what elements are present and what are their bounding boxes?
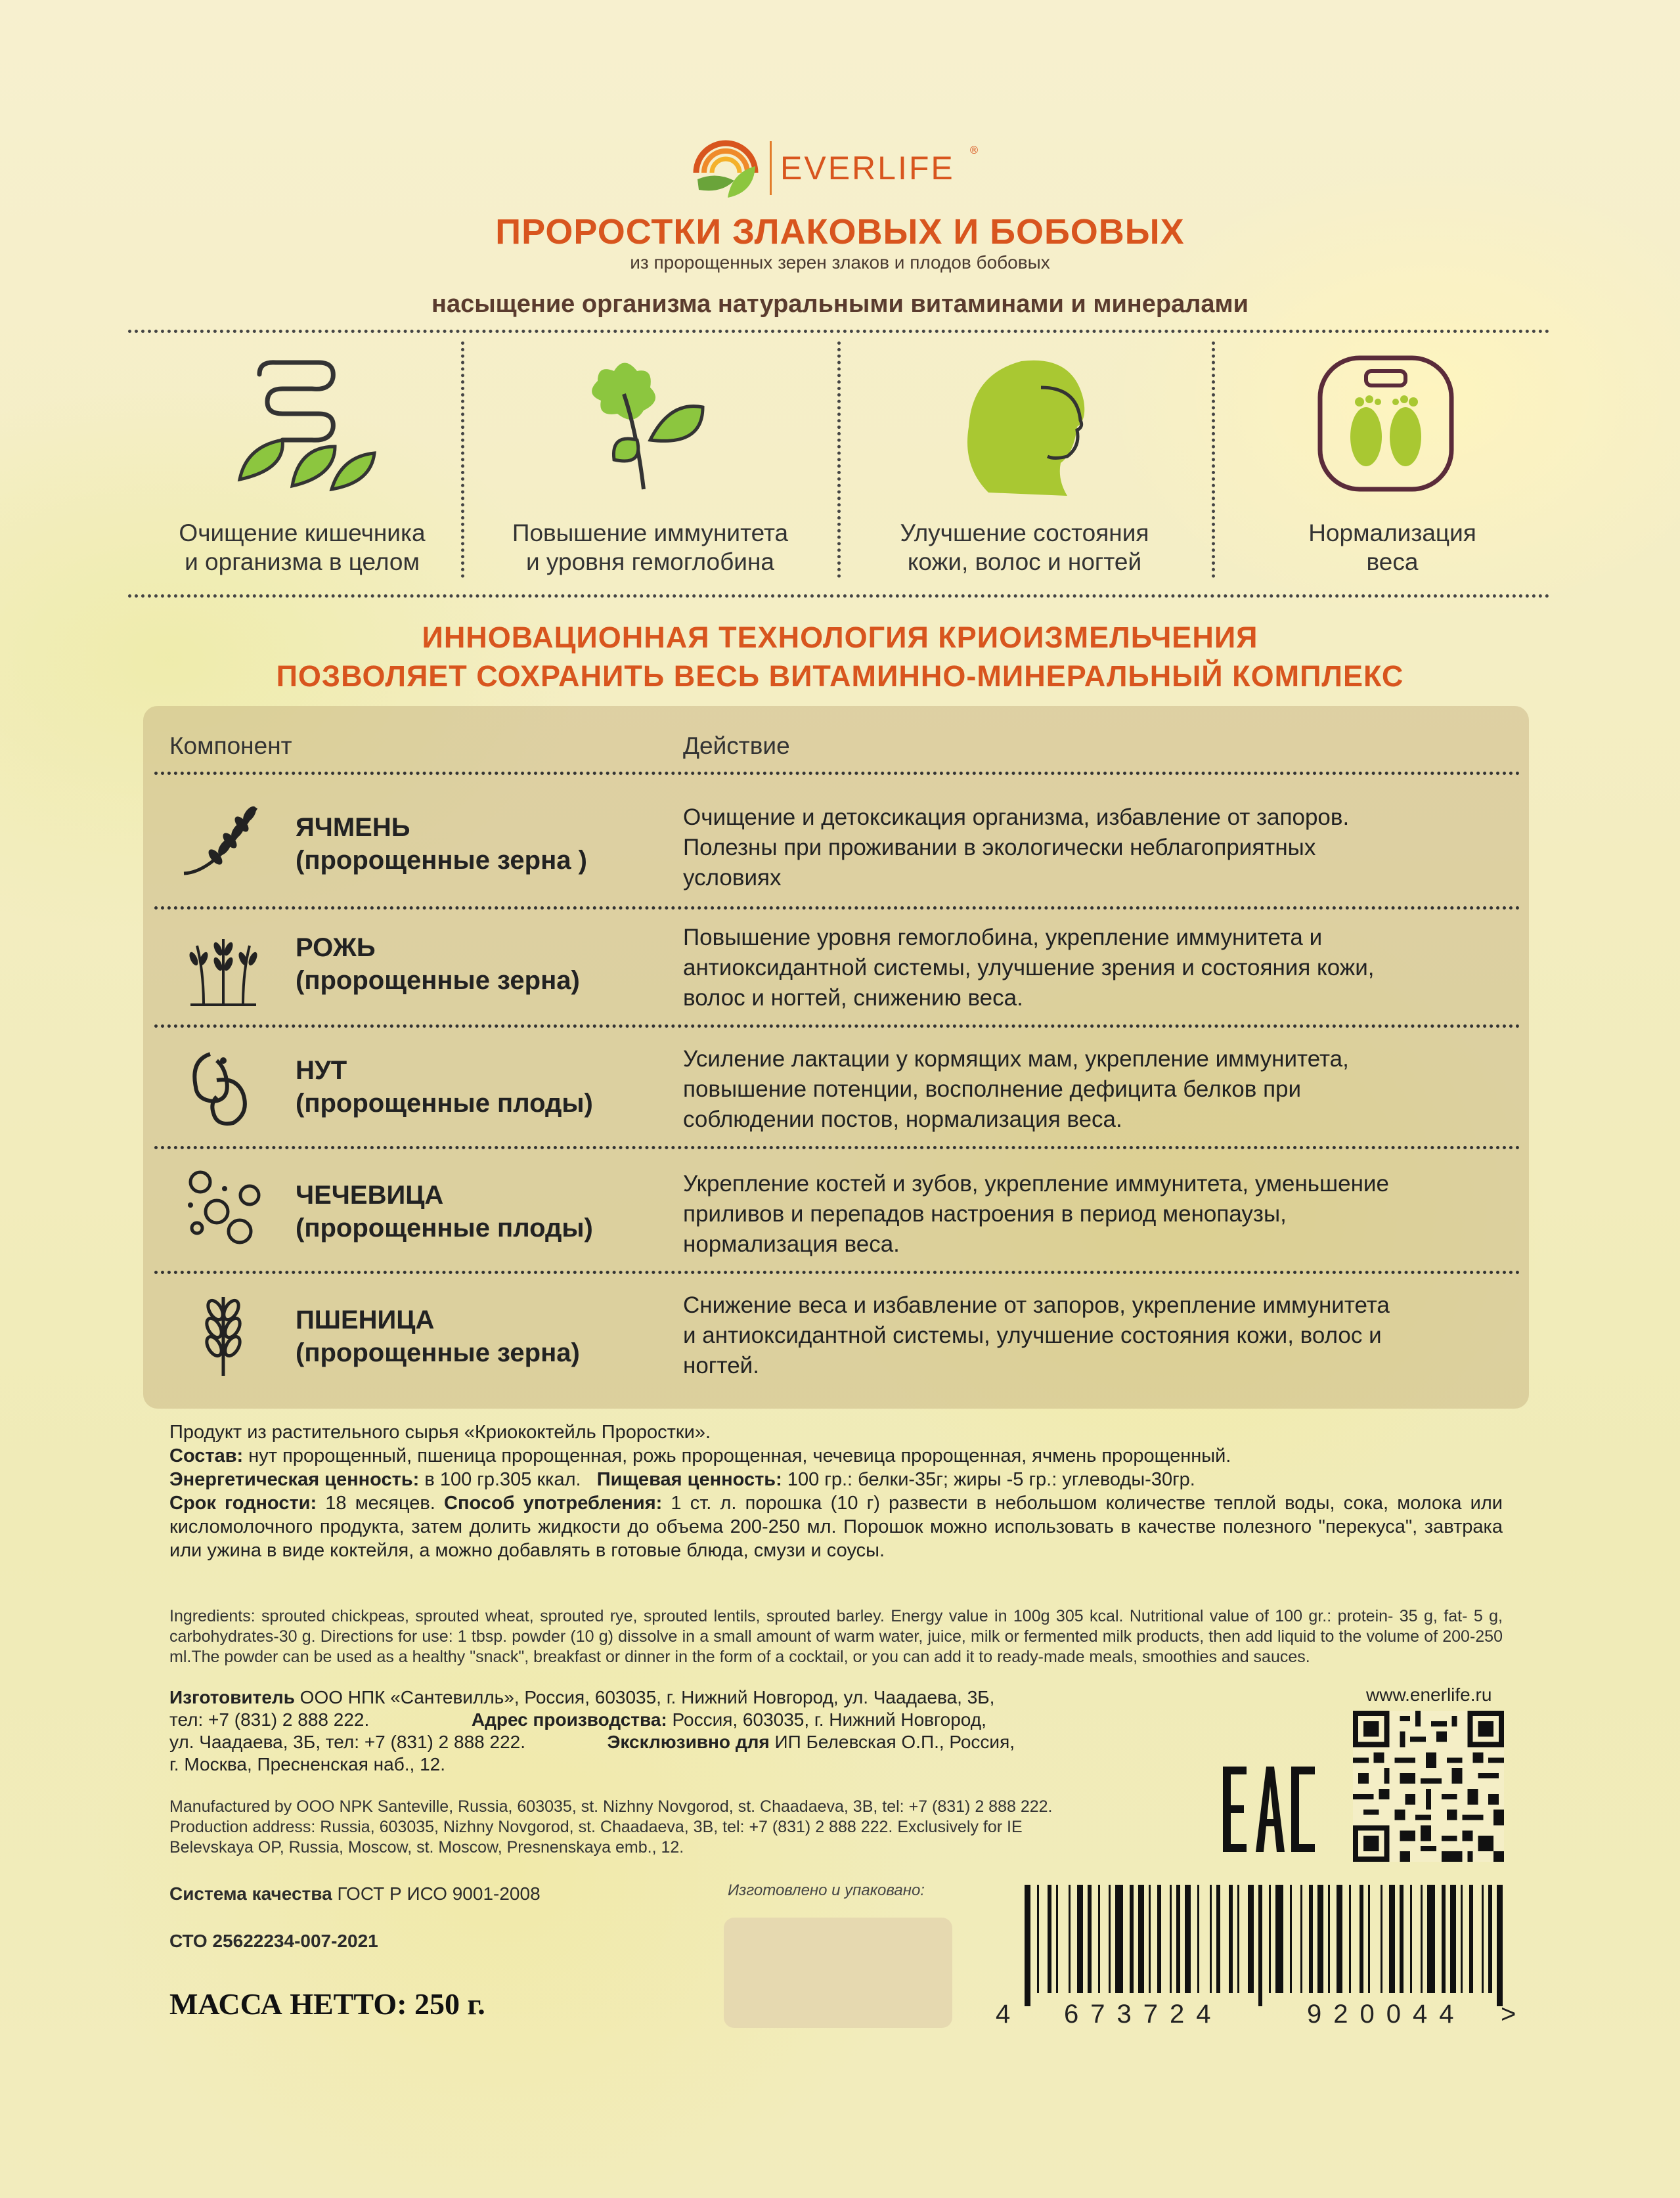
- address-text: Россия, 603035, г. Нижний Новгород,: [667, 1709, 986, 1730]
- action-row-5: [683, 1290, 1484, 1381]
- manufacturer-info: [169, 1686, 1181, 1776]
- energy-text: в 100 гр.305 ккал.: [419, 1469, 581, 1490]
- barley-icon: [177, 795, 269, 887]
- manufacturer-en-line1: Manufactured by OOO NPK Santeville, Russia, 603035, st. Nizhny Novgorod, st. Chaadaeva, 3B, tel: +7 (831) 2 888 222.: [169, 1797, 1053, 1816]
- brand-name: EVERLIFE: [780, 150, 955, 187]
- benefit-3: [847, 519, 1202, 577]
- product-description: Продукт из растительного сырья «Криококтейль Проростки».: [169, 1422, 711, 1443]
- manufacturer-en-line3: Belevskaya OP, Russia, Moscow, st. Moscow, Presnenskaya emb., 12.: [169, 1838, 684, 1857]
- component-note: (пророщенные зерна): [296, 966, 580, 995]
- quality-text: ГОСТ Р ИСО 9001-2008: [332, 1883, 541, 1904]
- address-text2: ул. Чаадаева, 3Б, тел: +7 (831) 2 888 222.: [169, 1732, 526, 1752]
- action-line: нормализация веса.: [683, 1231, 900, 1257]
- row-divider-2: [154, 1024, 1520, 1028]
- action-line: Укрепление костей и зубов, укрепление иммунитета, уменьшение: [683, 1171, 1389, 1197]
- action-line: Повышение уровня гемоглобина, укрепление иммунитета и: [683, 925, 1323, 950]
- net-mass: МАССА НЕТТО: 250 г.: [169, 1987, 485, 2021]
- maker-line: [169, 1686, 1181, 1709]
- rye-icon: [177, 919, 269, 1011]
- brand-separator: [770, 141, 772, 195]
- benefit-2: [473, 519, 828, 577]
- batch-stamp-box: [724, 1918, 952, 2028]
- component-row-3: [296, 1054, 593, 1120]
- innovation-line1: ИННОВАЦИОННАЯ ТЕХНОЛОГИЯ КРИОИЗМЕЛЬЧЕНИЯ: [422, 621, 1258, 654]
- divider-top: [128, 330, 1550, 333]
- shelf-text: 18 месяцев.: [317, 1493, 444, 1514]
- manufacturer-english: [169, 1797, 1220, 1858]
- action-line: и антиоксидантной системы, улучшение состояния кожи, волос и: [683, 1323, 1382, 1348]
- component-note: (пророщенные плоды): [296, 1089, 593, 1118]
- composition-text: нут пророщенный, пшеница пророщенная, рожь пророщенная, чечевица пророщенная, ячмень пророщенный.: [243, 1445, 1231, 1466]
- action-line: соблюдении постов, нормализация веса.: [683, 1107, 1122, 1132]
- exclusive-text2: г. Москва, Пресненская наб., 12.: [169, 1754, 445, 1774]
- row-divider-4: [154, 1271, 1520, 1274]
- registered-mark: ®: [969, 144, 979, 156]
- col-action-header: Действие: [683, 732, 790, 759]
- benefit-1-line1: Очищение кишечника: [179, 519, 426, 546]
- action-line: приливов и перепадов настроения в период менопаузы,: [683, 1201, 1287, 1227]
- action-line: ногтей.: [683, 1353, 759, 1378]
- component-note: (пророщенные зерна): [296, 1338, 580, 1367]
- usage-block: [169, 1491, 1503, 1562]
- chickpea-icon: [177, 1041, 269, 1133]
- shelf-label: Срок годности:: [169, 1493, 317, 1514]
- english-info: Ingredients: sprouted chickpeas, sprouted wheat, sprouted rye, sprouted lentils, sprouted barley. Energy value in 100g 305 kcal. Nutritional value of 100 gr.: protein- 35 g, fat- 5 g, carbohydrates-30 g. Directions for use: 1 tbsp. powder (10 g) dissolve in a small amount of warm water, juice, milk or fermented milk products, then add liquid to the volume of 200-250 ml.The powder can be used as a healthy "snack", breakfast or dinner in the form of a cocktail, or you can add it to ready-made meals, smoothies and sauces.: [169, 1607, 1503, 1666]
- qr-code: [1353, 1711, 1504, 1862]
- website: www.enerlife.ru: [1366, 1684, 1492, 1705]
- row-divider-0: [154, 772, 1520, 775]
- row-divider-1: [154, 906, 1520, 910]
- brand-header: [690, 135, 992, 200]
- eac-mark-icon: [1223, 1767, 1315, 1852]
- component-row-2: [296, 931, 580, 997]
- divider-bottom: [128, 594, 1550, 598]
- action-line: Очищение и детоксикация организма, избавление от запоров.: [683, 804, 1350, 830]
- energy-label: Энергетическая ценность:: [169, 1469, 420, 1490]
- quality-system: [169, 1883, 541, 1904]
- product-info: [169, 1420, 1503, 1562]
- manufacturer-en-line2: Production address: Russia, 603035, Nizhny Novgorod, st. Chaadaeva, 3B, tel: +7 (831) 2 888 222. Exclusively for IE: [169, 1818, 1023, 1836]
- benefit-3-line1: Улучшение состояния: [900, 519, 1149, 546]
- action-line: волос и ногтей, снижению веса.: [683, 985, 1023, 1011]
- benefit-4: [1215, 519, 1570, 577]
- component-note: (пророщенные плоды): [296, 1214, 593, 1242]
- usage-label: Способ употребления:: [444, 1493, 663, 1514]
- action-line: Усиление лактации у кормящих мам, укрепление иммунитета,: [683, 1046, 1349, 1072]
- maker-text: ООО НПК «Сантевилль», Россия, 603035, г. Нижний Новгород, ул. Чаадаева, 3Б,: [294, 1687, 995, 1707]
- maker-tel-line: [169, 1709, 1181, 1731]
- barcode-quiet-mark: >: [1501, 2000, 1516, 2029]
- component-row-5: [296, 1304, 580, 1369]
- woman-profile-icon: [942, 348, 1107, 499]
- nutrition-text: 100 гр.: белки-35г; жиры -5 гр.: углеводы-30гр.: [782, 1469, 1195, 1490]
- barcode: [1011, 1885, 1517, 2006]
- wheat-icon: [177, 1287, 269, 1379]
- component-name: ЧЕЧЕВИЦА: [296, 1181, 444, 1210]
- component-name: ПШЕНИЦА: [296, 1306, 435, 1334]
- benefit-2-line2: и уровня гемоглобина: [525, 548, 774, 575]
- action-row-4: [683, 1169, 1484, 1260]
- usage-text: 1 ст. л. порошка (10 г) развести в небольшом количестве теплой воды, сока, молока или кисломолочного продукта, затем долить жидкости до объема 200-250 мл. Порошок можно использовать в качестве полезного "перекуса", завтрака или ужина в виде коктейля, а можно добавлять в готовые блюда, смузи и соусы.: [169, 1493, 1503, 1561]
- barcode-digits-right: 920044: [1307, 2000, 1466, 2029]
- benefit-1-line2: и организма в целом: [185, 548, 420, 575]
- row-divider-3: [154, 1146, 1520, 1149]
- scale-feet-icon: [1307, 348, 1465, 499]
- action-line: повышение потенции, восполнение дефицита белков при: [683, 1076, 1302, 1102]
- maker-tel: тел: +7 (831) 2 888 222.: [169, 1709, 370, 1730]
- component-name: РОЖЬ: [296, 933, 376, 962]
- col-component-header: Компонент: [169, 732, 292, 759]
- benefit-3-line2: кожи, волос и ногтей: [907, 548, 1142, 575]
- sto-code: СТО 25622234-007-2021: [169, 1931, 378, 1951]
- benefit-4-line2: веса: [1366, 548, 1419, 575]
- component-row-4: [296, 1179, 593, 1244]
- exclusive-text: ИП Белевская О.П., Россия,: [769, 1732, 1015, 1752]
- barcode-digits-left: 673724: [1064, 2000, 1223, 2029]
- divider-v2: [837, 341, 841, 578]
- made-packed-label: Изготовлено и упаковано:: [728, 1881, 925, 1899]
- product-title: ПРОРОСТКИ ЗЛАКОВЫХ И БОБОВЫХ: [495, 212, 1185, 252]
- action-line: Снижение веса и избавление от запоров, укрепление иммунитета: [683, 1292, 1390, 1318]
- barcode-digit-first: 4: [996, 2000, 1011, 2029]
- action-line: антиоксидантной системы, улучшение зрения и состояния кожи,: [683, 955, 1375, 980]
- composition-label: Состав:: [169, 1445, 244, 1466]
- action-row-1: [683, 802, 1484, 893]
- composition-line: [169, 1444, 1503, 1468]
- action-row-3: [683, 1044, 1484, 1135]
- everlife-logo-icon: [690, 140, 762, 199]
- innovation-line2: ПОЗВОЛЯЕТ СОХРАНИТЬ ВЕСЬ ВИТАМИННО-МИНЕРАЛЬНЫЙ КОМПЛЕКС: [276, 659, 1404, 693]
- exclusive-label: Эксклюзивно для: [607, 1732, 770, 1752]
- component-name: НУТ: [296, 1056, 347, 1085]
- component-name: ЯЧМЕНЬ: [296, 813, 410, 842]
- component-row-1: [296, 811, 587, 877]
- action-line: условиях: [683, 865, 782, 890]
- address-label: Адрес производства:: [471, 1709, 667, 1730]
- product-subtitle: из пророщенных зерен злаков и плодов бобовых: [630, 252, 1050, 273]
- sprout-flower-icon: [571, 348, 736, 499]
- nutrition-label: Пищевая ценность:: [596, 1469, 782, 1490]
- energy-line: [169, 1468, 1503, 1491]
- benefit-4-line1: Нормализация: [1308, 519, 1476, 546]
- action-line: Полезны при проживании в экологически неблагоприятных: [683, 835, 1316, 860]
- tagline: насыщение организма натуральными витаминами и минералами: [431, 290, 1249, 318]
- component-note: (пророщенные зерна ): [296, 846, 587, 875]
- intestine-leaf-icon: [220, 348, 384, 499]
- quality-label: Система качества: [169, 1883, 332, 1904]
- benefit-1: [125, 519, 479, 577]
- benefit-2-line1: Повышение иммунитета: [512, 519, 789, 546]
- maker-label: Изготовитель: [169, 1687, 295, 1707]
- lentil-icon: [177, 1162, 269, 1254]
- action-row-2: [683, 923, 1484, 1013]
- address-line2: [169, 1731, 1181, 1753]
